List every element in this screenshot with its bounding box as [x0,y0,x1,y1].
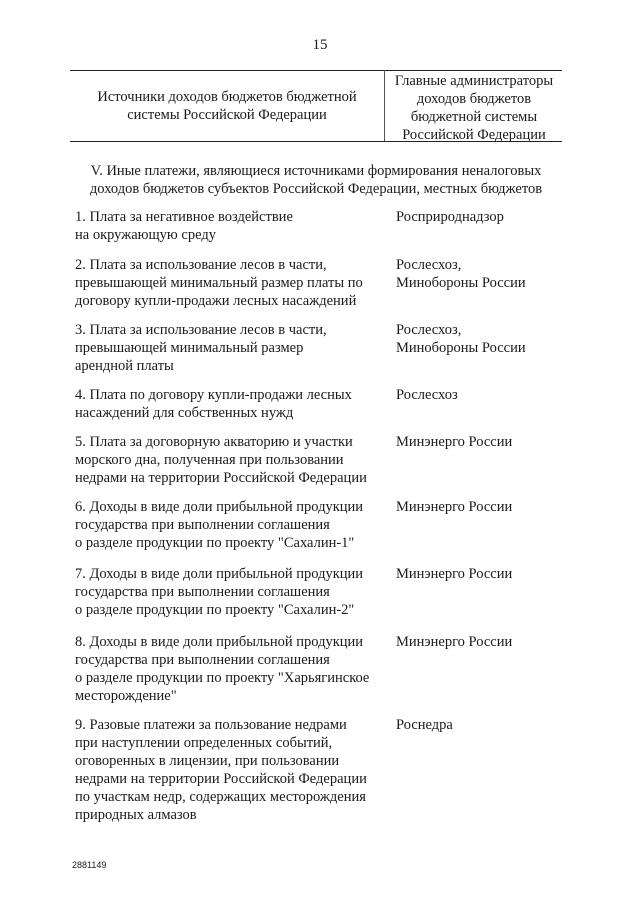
header-column-divider [384,70,385,141]
item-text-3: 3. Плата за использование лесов в части, превышающей минимальный размер арендной платы [75,322,327,374]
item-admin-3: Рослесхоз, Минобороны России [396,322,526,356]
item-text-4: 4. Плата по договору купли-продажи лесных насаждений для собственных нужд [75,387,352,421]
section-title: V. Иные платежи, являющиеся источниками формирования неналоговых доходов бюджетов субъектов Российской Федерации, местных бюджетов [89,163,543,197]
item-admin-9: Роснедра [396,717,453,733]
header-chief-administrators: Главные администраторы доходов бюджетов бюджетной системы Российской Федерации [394,73,554,143]
page-number: 15 [312,37,328,53]
header-income-sources: Источники доходов бюджетов бюджетной системы Российской Федерации [97,89,357,123]
item-admin-2: Рослесхоз, Минобороны России [396,257,526,291]
header-top-rule [70,70,562,71]
item-text-9: 9. Разовые платежи за пользование недрами при наступлении определенных событий, оговоренных в лицензии, при пользовании недрами на территории Российской Федерации по участкам недр, содержащих месторождения природных алмазов [75,717,367,823]
document-code: 2881149 [72,860,107,870]
item-text-2: 2. Плата за использование лесов в части, превышающей минимальный размер платы по договору купли-продажи лесных насаждений [75,257,363,309]
item-text-6: 6. Доходы в виде доли прибыльной продукции государства при выполнении соглашения о разделе продукции по проекту "Сахалин-1" [75,499,364,551]
item-text-1: 1. Плата за негативное воздействие на окружающую среду [75,209,293,243]
item-text-8: 8. Доходы в виде доли прибыльной продукции государства при выполнении соглашения о разделе продукции по проекту "Харьягинское месторождение" [75,634,370,704]
item-admin-8: Минэнерго России [396,634,513,650]
item-admin-5: Минэнерго России [396,434,513,450]
item-admin-1: Росприроднадзор [396,209,504,225]
item-text-7: 7. Доходы в виде доли прибыльной продукции государства при выполнении соглашения о разделе продукции по проекту "Сахалин-2" [75,566,364,618]
item-text-5: 5. Плата за договорную акваторию и участки морского дна, полученная при пользовании недрами на территории Российской Федерации [75,434,367,486]
item-admin-4: Рослесхоз [396,387,458,403]
item-admin-6: Минэнерго России [396,499,513,515]
item-admin-7: Минэнерго России [396,566,513,582]
